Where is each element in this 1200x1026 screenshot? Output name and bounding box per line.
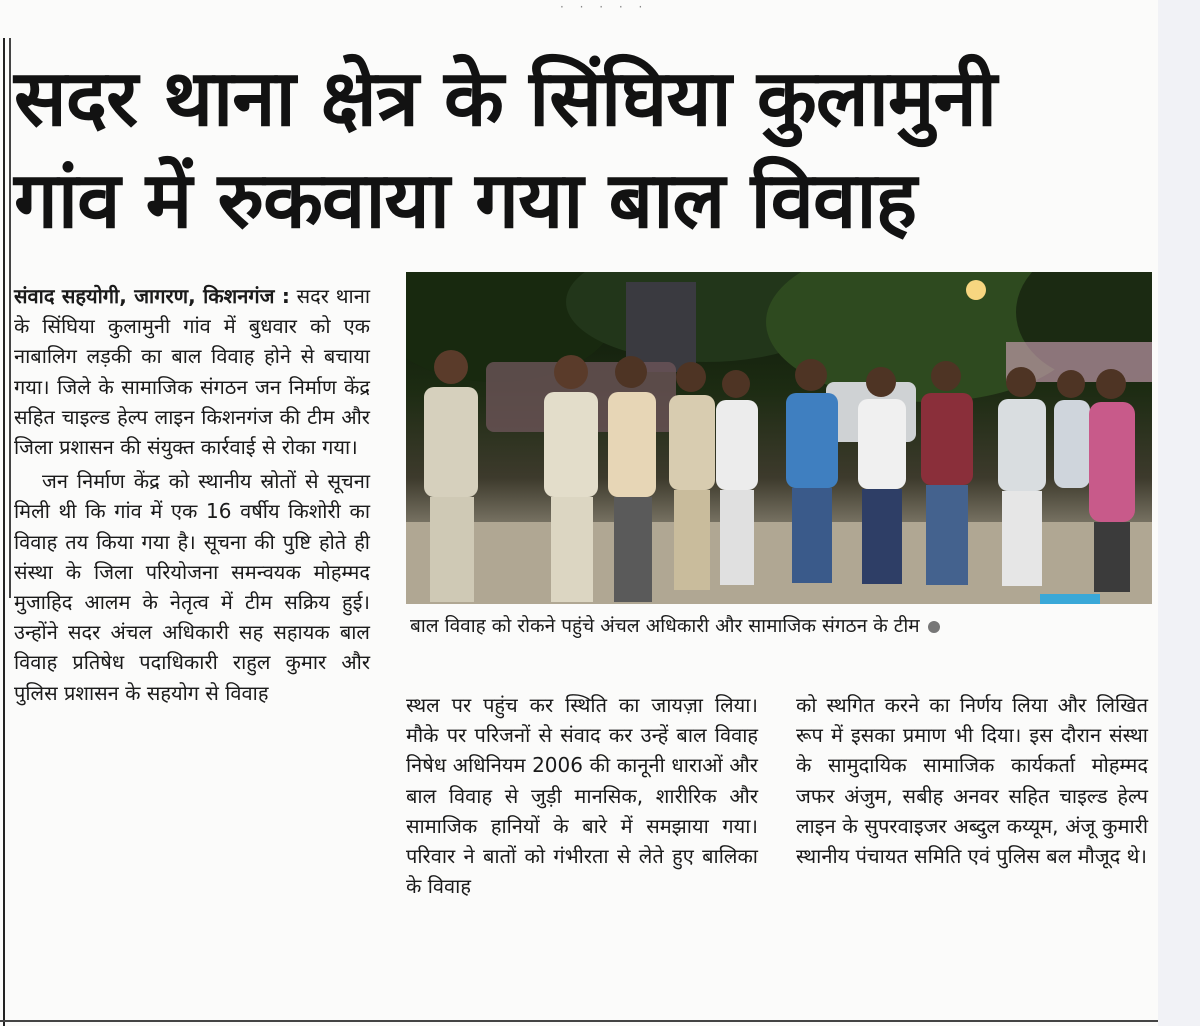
bullet-icon	[928, 621, 940, 633]
article-headline	[14, 48, 1154, 252]
bottom-rule	[0, 1020, 1158, 1022]
column-2-text: स्थल पर पहुंच कर स्थिति का जायज़ा लिया। मौके पर परिजनों से संवाद कर उन्हें बाल विवाह निषेध अधिनियम 2006 की कानूनी धाराओं और बाल विवाह से जुड़ी मानसिक, शारीरिक और सामाजिक हानियों के बारे में समझाया गया। परिवार ने बातों को गंभीरता से लेते हुए बालिका के विवाह	[406, 693, 758, 899]
article-column-3	[796, 690, 1148, 871]
article-column-1	[14, 281, 370, 708]
paragraph-2: जन निर्माण केंद्र को स्थानीय स्रोतों से सूचना मिली थी कि गांव में एक 16 वर्षीय किशोरी का विवाह तय किया गया है। सूचना की पुष्टि होते ही संस्था के जिला परियोजना समन्वयक मोहम्मद मुजाहिद आलम के नेतृत्व में टीम सक्रिय हुई। उन्होंने सदर अंचल अधिकारी सह सहायक बाल विवाह प्रतिषेध पदाधिकारी राहुल कुमार और पुलिस प्रशासन के सहयोग से विवाह	[14, 469, 370, 705]
article-column-2	[406, 690, 758, 901]
column-3-text: को स्थगित करने का निर्णय लिया और लिखित रूप में इसका प्रमाण भी दिया। इस दौरान संस्था के सामुदायिक सामाजिक कार्यकर्ता मोहम्मद जफर अंजुम, सबीह अनवर सहित चाइल्ड हेल्प लाइन के सुपरवाइजर अब्दुल कय्यूम, अंजू कुमारी स्थानीय पंचायत समिति एवं पुलिस बल मौजूद थे।	[796, 693, 1148, 869]
caption-text: बाल विवाह को रोकने पहुंचे अंचल अधिकारी और सामाजिक संगठन के टीम	[410, 615, 920, 637]
news-photo	[406, 272, 1152, 604]
photo-illustration	[406, 272, 1152, 604]
page-margin	[1158, 0, 1200, 1026]
cut-text-fragment: · · · · ·	[560, 0, 649, 12]
paragraph-1: सदर थाना के सिंघिया कुलामुनी गांव में बुधवार को एक नाबालिग लड़की का बाल विवाह होने से बचाया गया। जिले के सामाजिक संगठन जन निर्माण केंद्र सहित चाइल्ड हेल्प लाइन किशनगंज की टीम और जिला प्रशासन की संयुक्त कार्रवाई से रोका गया।	[14, 284, 371, 460]
headline-line-2: गांव में रुकवाया गया बाल विवाह	[14, 156, 917, 246]
headline-line-1: सदर थाना क्षेत्र के सिंघिया कुलामुनी	[14, 54, 997, 144]
byline: संवाद सहयोगी, जागरण, किशनगंज :	[14, 284, 290, 308]
column-rule	[3, 38, 5, 1026]
photo-caption	[410, 612, 1110, 640]
column-rule-inner	[9, 38, 11, 598]
